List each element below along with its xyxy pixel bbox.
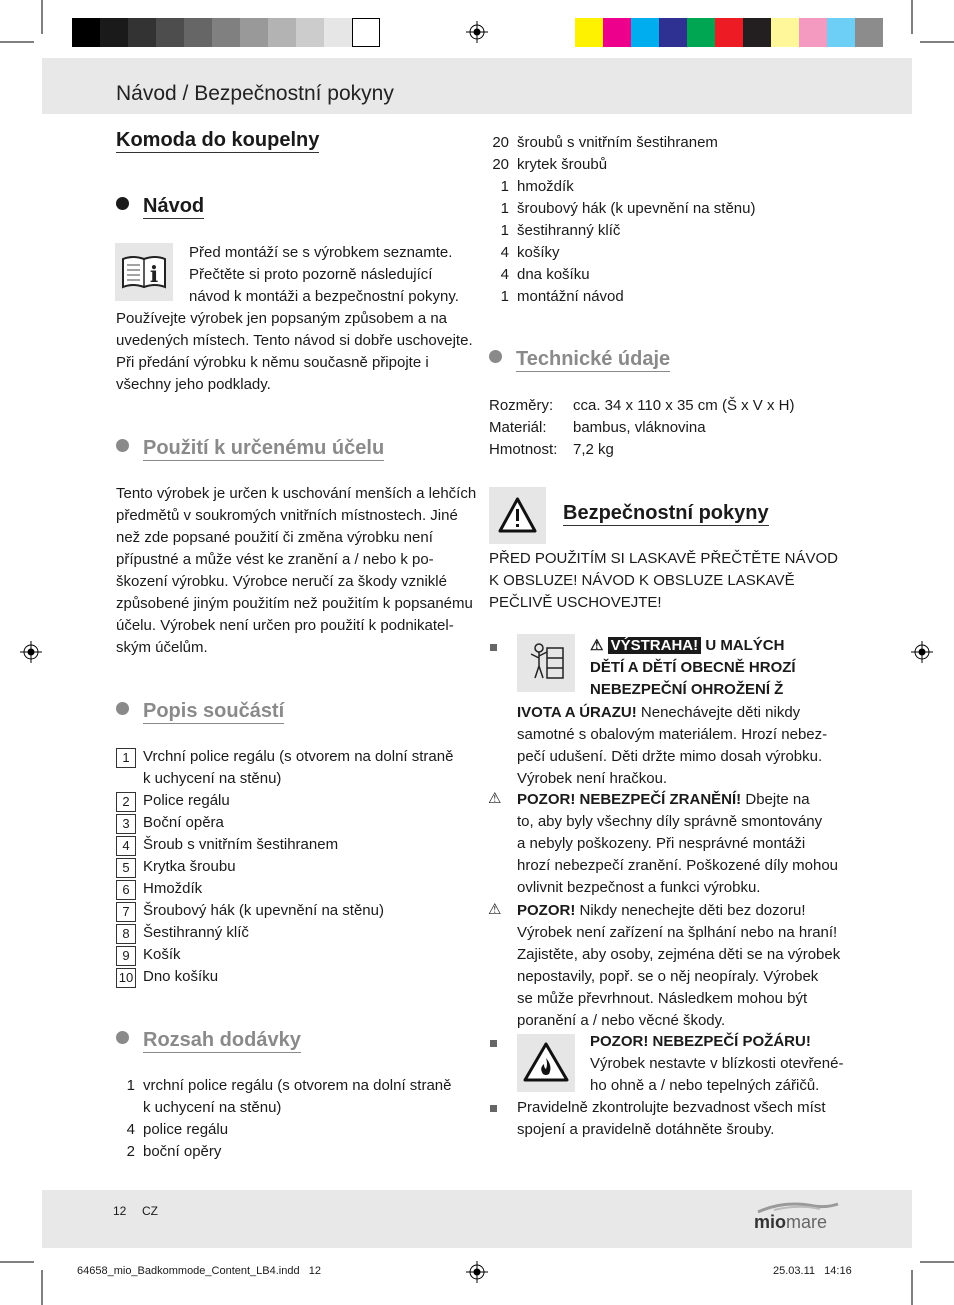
color-swatch — [659, 18, 687, 47]
color-swatch — [603, 18, 631, 47]
tech-key: Rozměry: — [489, 397, 554, 414]
gray-swatch — [156, 18, 184, 47]
part-number-box: 5 — [116, 858, 136, 878]
warning3-body: POZOR! Nikdy nenechejte děti bez dozoru! Výrobek není zařízení na šplhání nebo na hraní! Zajistěte, aby osoby, zejména děti se na výrobek nepostavily, popř. se o něj neopíraly. Výrobek se může převrhnout. Následkem mohou být poranění a / nebo věcné škody. — [517, 902, 841, 1029]
part-label: Šroub s vnitřním šestihranem — [143, 836, 339, 853]
part-number-box: 6 — [116, 880, 136, 900]
delivery-label: dna košíku — [517, 266, 590, 283]
registration-mark-icon — [466, 21, 488, 43]
delivery-label: šestihranný klíč — [517, 222, 621, 239]
part-number-box: 3 — [116, 814, 136, 834]
tech-key: Materiál: — [489, 419, 547, 436]
section-heading-popis: Popis součástí — [116, 700, 284, 723]
warning-small-icon: ⚠ — [590, 637, 604, 654]
delivery-label: boční opěry — [143, 1143, 222, 1160]
bullet-icon — [116, 197, 129, 210]
registration-mark-icon — [466, 1261, 488, 1283]
svg-text:i: i — [149, 262, 159, 288]
part-label: k uchycení na stěnu) — [143, 770, 282, 787]
gray-swatch — [184, 18, 212, 47]
tech-value: bambus, vláknovina — [573, 419, 706, 436]
list-bullet-icon — [490, 1105, 497, 1112]
gray-swatch — [100, 18, 128, 47]
safety-caps: PŘED POUŽITÍM SI LASKAVĚ PŘEČTĚTE NÁVOD K OBSLUZE! NÁVOD K OBSLUZE LASKAVĚ PEČLIVĚ USCHOVEJTE! — [489, 550, 838, 611]
color-swatch — [827, 18, 855, 47]
gray-swatch — [268, 18, 296, 47]
color-swatch — [715, 18, 743, 47]
warning1-heading: ⚠ VÝSTRAHA! U MALÝCH DĚTÍ A DĚTÍ OBECNĚ HROZÍ NEBEZPEČNÍ OHROŽENÍ Ž — [590, 637, 796, 698]
part-number-box: 4 — [116, 836, 136, 856]
navod-intro: Před montáží se s výrobkem seznamte. Přečtěte si proto pozorně následující návod k montáži a bezpečnostní pokyny. — [189, 244, 459, 305]
part-number-box: 7 — [116, 902, 136, 922]
page-number: 12 — [113, 1204, 127, 1218]
navod-body: Používejte výrobek jen popsaným způsobem a na uvedených místech. Tento návod si dobře uschovejte. Při předání výrobku k němu současně připojte i všechny jeho podklady. — [116, 310, 473, 393]
delivery-count: 20 — [492, 156, 509, 173]
bullet-icon — [116, 1031, 129, 1044]
delivery-label: šroubů s vnitřním šestihranem — [517, 134, 718, 151]
delivery-label: šroubový hák (k upevnění na stěnu) — [517, 200, 756, 217]
gray-swatch — [128, 18, 156, 47]
delivery-label: vrchní police regálu (s otvorem na dolní straně — [143, 1077, 452, 1094]
warning-triangle-icon — [489, 487, 546, 544]
part-label: Krytka šroubu — [143, 858, 236, 875]
section-heading-pouziti: Použití k určenému účelu — [116, 437, 384, 460]
part-label: Hmoždík — [143, 880, 203, 897]
delivery-count: 1 — [500, 200, 509, 217]
section-heading-navod: Návod — [116, 195, 204, 218]
warning-small-icon: ⚠ — [488, 790, 502, 807]
part-label: Košík — [143, 946, 181, 963]
registration-mark-icon — [911, 641, 933, 663]
color-swatch — [771, 18, 799, 47]
page-title: Návod / Bezpečnostní pokyny — [116, 82, 394, 105]
list-bullet-icon — [490, 644, 497, 651]
tech-value: cca. 34 x 110 x 35 cm (Š x V x H) — [573, 397, 795, 414]
part-number-box: 9 — [116, 946, 136, 966]
tech-value: 7,2 kg — [573, 441, 614, 458]
section-heading-rozsah: Rozsah dodávky — [116, 1029, 301, 1052]
delivery-label: police regálu — [143, 1121, 229, 1138]
warning1-body: IVOTA A ÚRAZU! Nenechávejte děti nikdy samotné s obalovým materiálem. Hrozí nebez- pečí udušení. Děti držte mimo dosah výrobku. Výrobek není hračkou. — [517, 704, 828, 787]
part-number-box: 10 — [116, 968, 136, 988]
tech-key: Hmotnost: — [489, 441, 558, 458]
delivery-count: 1 — [500, 178, 509, 195]
delivery-label: k uchycení na stěnu) — [143, 1099, 282, 1116]
gray-swatch — [212, 18, 240, 47]
section-heading-safety: Bezpečnostní pokyny — [563, 502, 769, 524]
pouziti-body: Tento výrobek je určen k uschování menších a lehčích předmětů v soukromých vnitřních místnostech. Jiné než zde popsané použití či změna výrobku není přípustné a může vést ke zranění a / nebo k po- škození výrobku. Výrobce neručí za škody vzniklé způsobené jiným použitím než použitím k popsanému účelu. Výrobek není určen pro použití k podnikatel- ským účelům. — [116, 485, 477, 656]
fire-warning-icon — [517, 1034, 575, 1092]
gray-swatch — [72, 18, 100, 47]
part-label: Boční opěra — [143, 814, 224, 831]
warning4-body: POZOR! NEBEZPEČÍ POŽÁRU! Výrobek nestavte v blízkosti otevřené- ho ohně a / nebo tepelných zářičů. — [590, 1033, 844, 1094]
delivery-count: 1 — [500, 222, 509, 239]
warning-small-icon: ⚠ — [488, 901, 502, 918]
miomare-logo: miomare — [754, 1198, 844, 1238]
delivery-count: 2 — [126, 1143, 135, 1160]
part-label: Šestihranný klíč — [143, 924, 249, 941]
gray-swatch — [240, 18, 268, 47]
delivery-count: 4 — [500, 244, 509, 261]
file-info: 64658_mio_Badkommode_Content_LB4.indd 12 — [77, 1265, 322, 1277]
delivery-label: montážní návod — [517, 288, 624, 305]
delivery-label: hmoždík — [517, 178, 574, 195]
part-label: Vrchní police regálu (s otvorem na dolní straně — [143, 748, 454, 765]
section-heading-tech: Technické údaje — [489, 348, 670, 371]
part-label: Police regálu — [143, 792, 230, 809]
delivery-count: 1 — [126, 1077, 135, 1094]
product-title: Komoda do koupelny — [116, 129, 320, 151]
delivery-count: 4 — [126, 1121, 135, 1138]
child-climbing-icon — [517, 634, 575, 692]
part-number-box: 1 — [116, 748, 136, 768]
delivery-count: 1 — [500, 288, 509, 305]
warning2-body: POZOR! NEBEZPEČÍ ZRANĚNÍ! Dbejte na to, aby byly všechny díly správně smontovány a nebyly poškozeny. Při nesprávné montáži hrozí nebezpečí zranění. Poškozené díly mohou ovlivnit bezpečnost a funkci výrobku. — [517, 791, 839, 896]
gray-swatch — [296, 18, 324, 47]
print-date: 25.03.11 14:16 — [773, 1265, 852, 1277]
registration-mark-icon — [20, 641, 42, 663]
bullet-icon — [489, 350, 502, 363]
info-book-icon — [115, 243, 173, 301]
delivery-label: košíky — [517, 244, 560, 261]
part-number-box: 2 — [116, 792, 136, 812]
bullet-icon — [116, 439, 129, 452]
color-swatch — [575, 18, 603, 47]
language-code: CZ — [142, 1204, 158, 1218]
delivery-count: 4 — [500, 266, 509, 283]
part-label: Šroubový hák (k upevnění na stěnu) — [143, 902, 384, 919]
maintenance-body: Pravidelně zkontrolujte bezvadnost všech míst spojení a pravidelně dotáhněte šrouby. — [517, 1099, 826, 1138]
part-label: Dno košíku — [143, 968, 219, 985]
color-swatch — [799, 18, 827, 47]
delivery-label: krytek šroubů — [517, 156, 608, 173]
gray-swatch — [352, 18, 380, 47]
color-swatch — [631, 18, 659, 47]
color-swatch — [687, 18, 715, 47]
bullet-icon — [116, 702, 129, 715]
color-swatch — [743, 18, 771, 47]
part-number-box: 8 — [116, 924, 136, 944]
color-swatch — [855, 18, 883, 47]
list-bullet-icon — [490, 1040, 497, 1047]
delivery-count: 20 — [492, 134, 509, 151]
gray-swatch — [324, 18, 352, 47]
